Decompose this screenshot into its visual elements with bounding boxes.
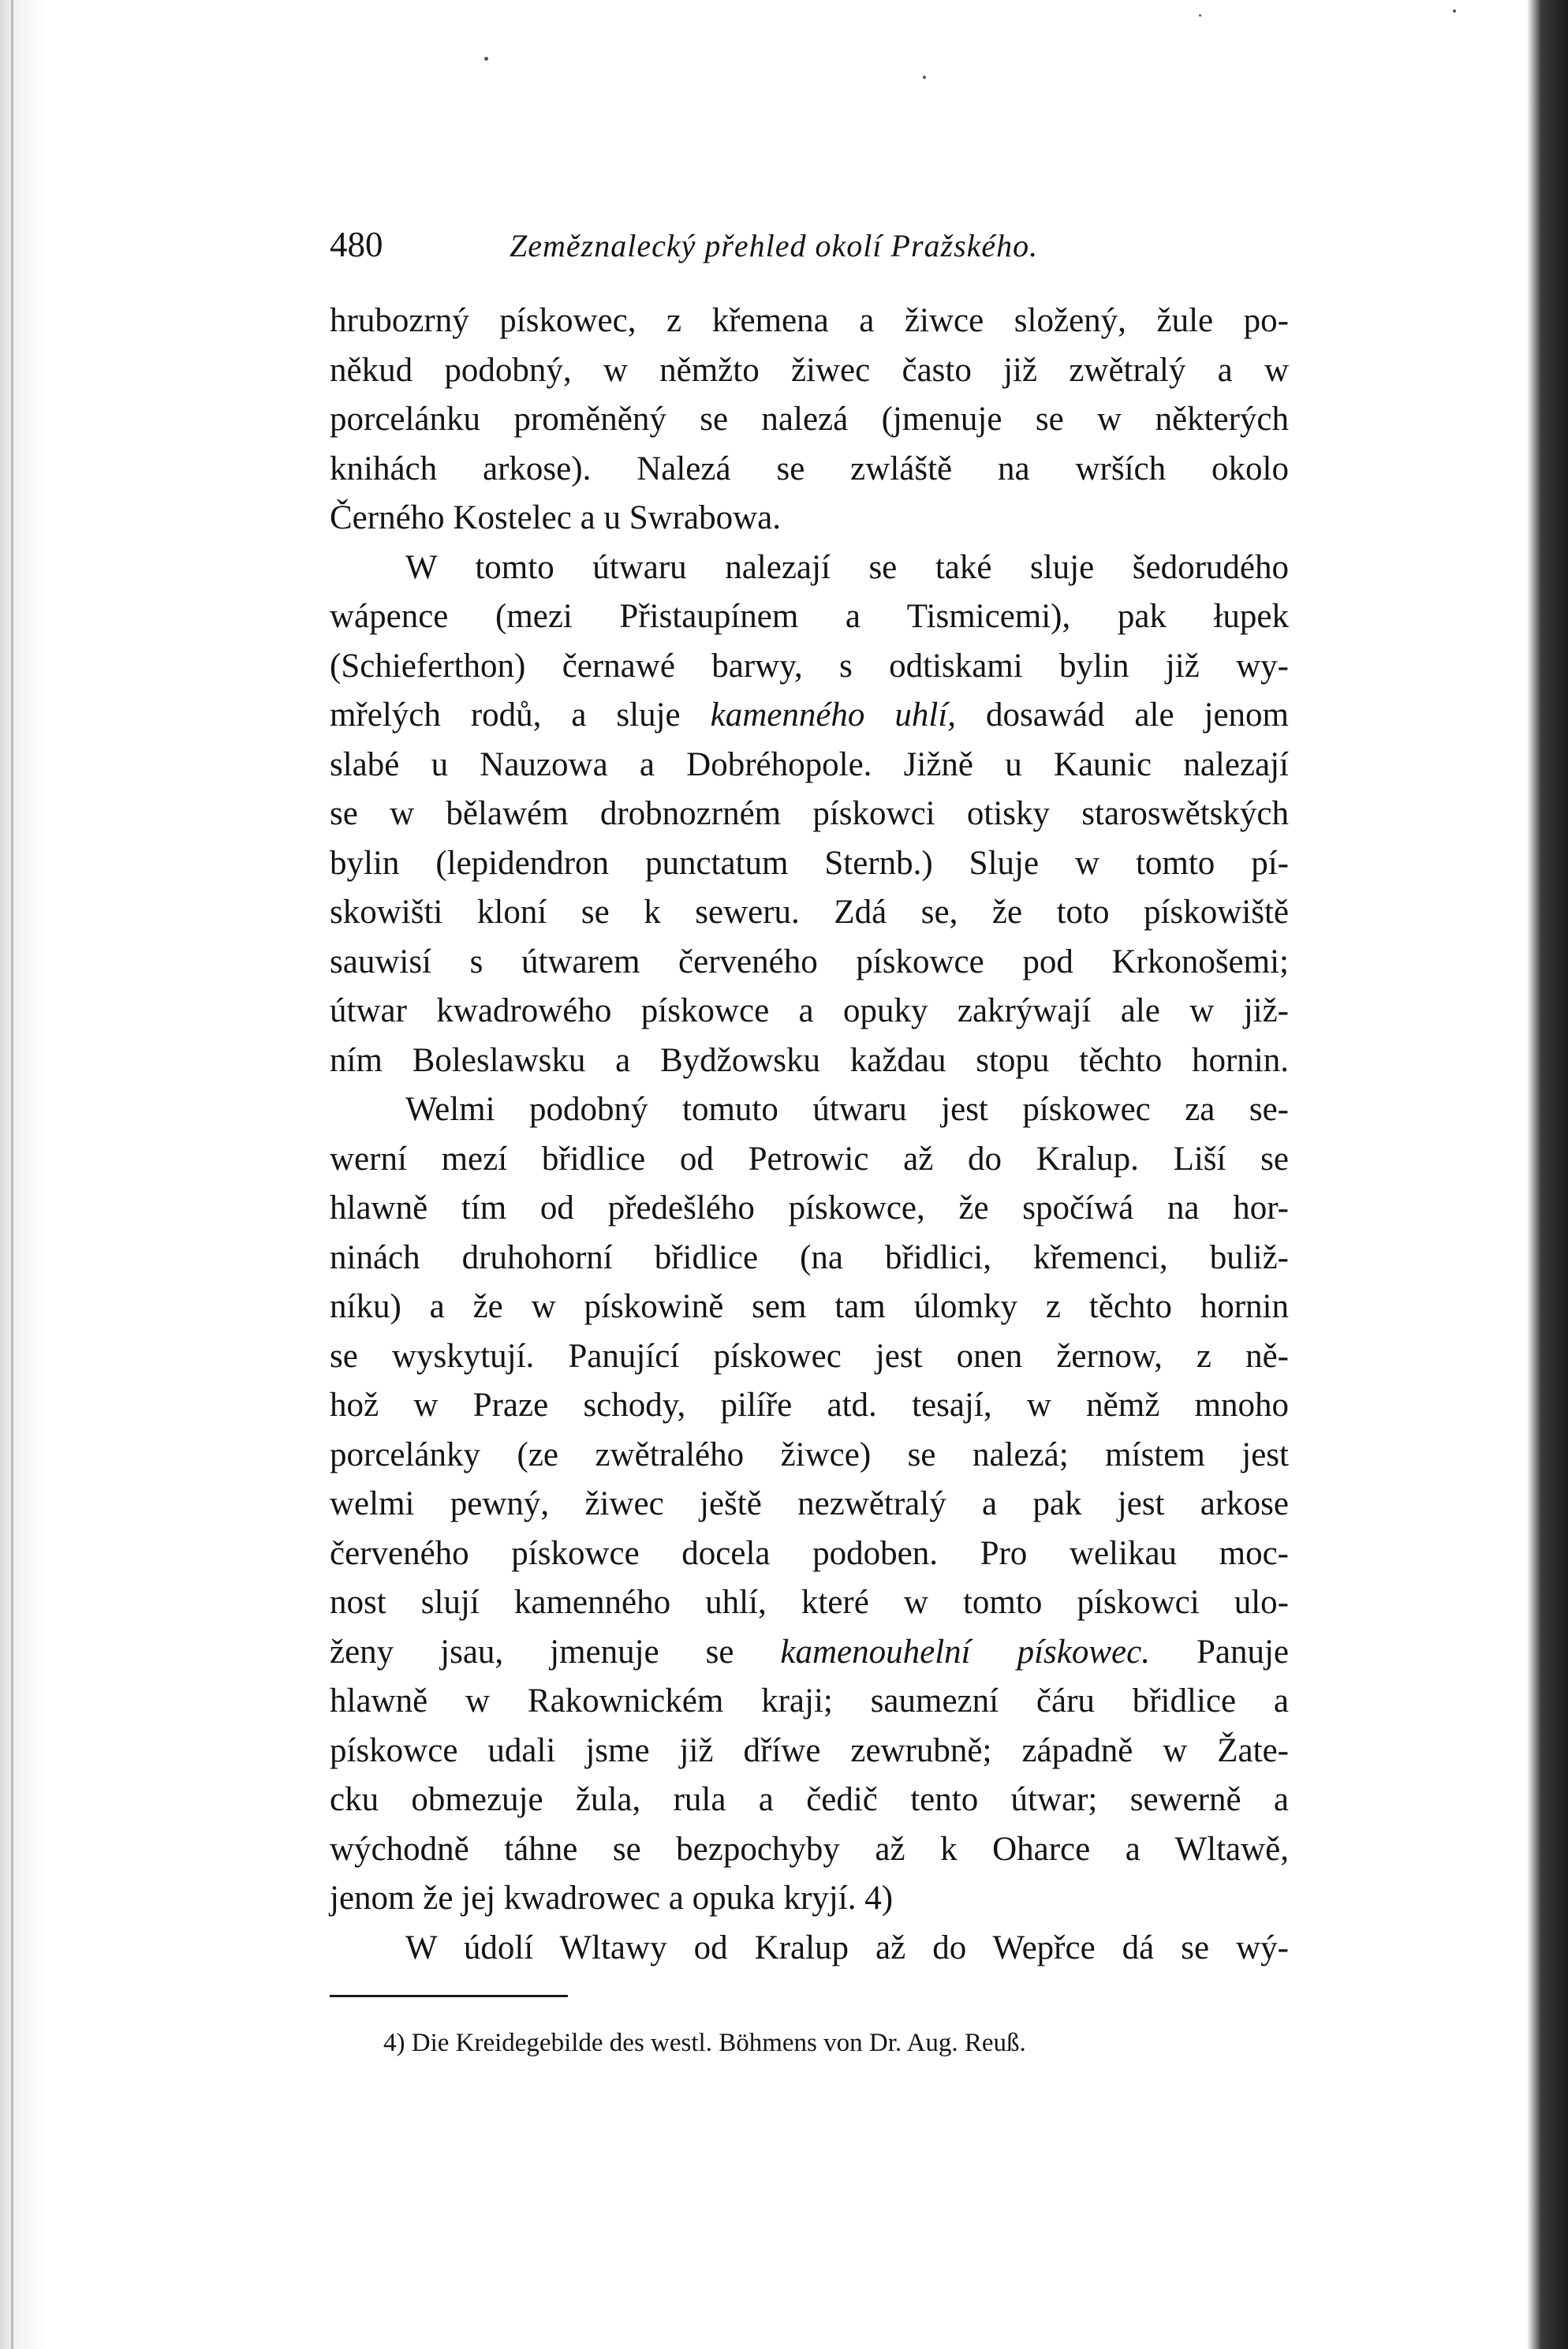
text-line: porcelánku proměněný se nalezá (jmenuje se w některých	[330, 401, 1289, 438]
running-head	[330, 219, 1289, 274]
text-line: hlawně tím od předešlého pískowce, že spočíwá na hor-	[330, 1189, 1289, 1227]
scan-speck	[484, 57, 488, 61]
scan-speck	[1453, 9, 1456, 13]
text-line: wýchodně táhne se bezpochyby až k Oharce a Wltawě,	[330, 1830, 1289, 1868]
scan-speck	[923, 76, 926, 79]
text-line: sauwisí s útwarem červeného pískowce pod Krkonošemi;	[330, 943, 1289, 980]
text-line: wápence (mezi Přistaupínem a Tismicemi), pak łupek	[330, 598, 1289, 635]
text-line: někud podobný, w němžto žiwec často již zwětralý a w	[330, 351, 1289, 389]
text-line: se w bělawém drobnozrném pískowci otisky staroswětských	[330, 795, 1289, 832]
text-line: nost slují kamenného uhlí, které w tomto pískowci ulo-	[330, 1584, 1289, 1621]
text-line: knihách arkose). Nalezá se zwláště na wrších okolo	[330, 450, 1289, 487]
text-line: bylin (lepidendron punctatum Sternb.) Sluje w tomto pí-	[330, 844, 1289, 882]
text-line: jenom že jej kwadrowec a opuka kryjí. 4)	[330, 1880, 894, 1917]
scan-left-fold	[11, 0, 13, 2349]
text-line: útwar kwadrowého pískowce a opuky zakrýwají ale w již-	[330, 992, 1289, 1029]
italic-phrase: kamenouhelní pískowec.	[780, 1633, 1150, 1671]
text-line: ním Boleslawsku a Bydžowsku každau stopu těchto hornin.	[330, 1041, 1289, 1079]
page-number: 480	[330, 225, 383, 264]
text-line: hlawně w Rakownickém kraji; saumezní čáru břidlice a	[330, 1682, 1289, 1720]
text-line: hož w Praze schody, pilíře atd. tesají, w němž mnoho	[330, 1387, 1289, 1424]
text-line: slabé u Nauzowa a Dobréhopole. Jižně u Kaunic nalezají	[330, 745, 1289, 783]
text-line: porcelánky (ze zwětralého žiwce) se nalezá; místem jest	[330, 1436, 1289, 1473]
text-line: W údolí Wltawy od Kralup až do Wepřce dá se wý-	[405, 1929, 1289, 1966]
text-line: Černého Kostelec a u Swrabowa.	[330, 499, 781, 536]
text-line: W tomto útwaru nalezají se také sluje šedorudého	[405, 548, 1289, 586]
text-line: welmi pewný, žiwec ještě nezwětralý a pak jest arkose	[330, 1485, 1289, 1522]
footnote: 4) Die Kreidegebilde des westl. Böhmens von Dr. Aug. Reuß.	[383, 2029, 1026, 2057]
book-page	[330, 219, 1289, 2058]
text-line-with-italic: mřelých rodů, a sluje kamenného uhlí, dosawád ale jenom	[330, 696, 1289, 734]
scan-right-edge	[1527, 0, 1568, 2349]
text-line: ninách druhohorní břidlice (na břidlici, křemenci, buliž-	[330, 1238, 1289, 1276]
footnote-rule	[330, 1995, 568, 1997]
running-title: Zeměznalecký přehled okolí Pražského.	[510, 228, 1039, 263]
text-line-with-italic: ženy jsau, jmenuje se kamenouhelní pískowec. Panuje	[330, 1633, 1289, 1671]
text-line: pískowce udali jsme již dříwe zewrubně; západně w Žate-	[330, 1731, 1289, 1769]
text-line: cku obmezuje žula, rula a čedič tento útwar; sewerně a	[330, 1781, 1289, 1818]
text-line: skowišti kloní se k seweru. Zdá se, že toto pískowiště	[330, 894, 1289, 931]
scan-speck	[1199, 14, 1201, 17]
text-line: werní mezí břidlice od Petrowic až do Kralup. Liší se	[330, 1140, 1289, 1178]
italic-phrase: kamenného uhlí,	[710, 696, 957, 734]
text-line: Welmi podobný tomuto útwaru jest pískowec za se-	[405, 1091, 1289, 1128]
text-line: níku) a že w pískowině sem tam úlomky z těchto hornin	[330, 1288, 1289, 1325]
text-line: červeného pískowce docela podoben. Pro welikau moc-	[330, 1534, 1289, 1572]
scan-left-edge	[0, 0, 49, 2349]
text-line: (Schieferthon) černawé barwy, s odtiskami bylin již wy-	[330, 647, 1289, 685]
body-text	[330, 297, 1289, 1973]
text-line: se wyskytují. Panující pískowec jest onen žernow, z ně-	[330, 1337, 1289, 1375]
text-line: hrubozrný pískowec, z křemena a žiwce složený, žule po-	[330, 302, 1289, 339]
